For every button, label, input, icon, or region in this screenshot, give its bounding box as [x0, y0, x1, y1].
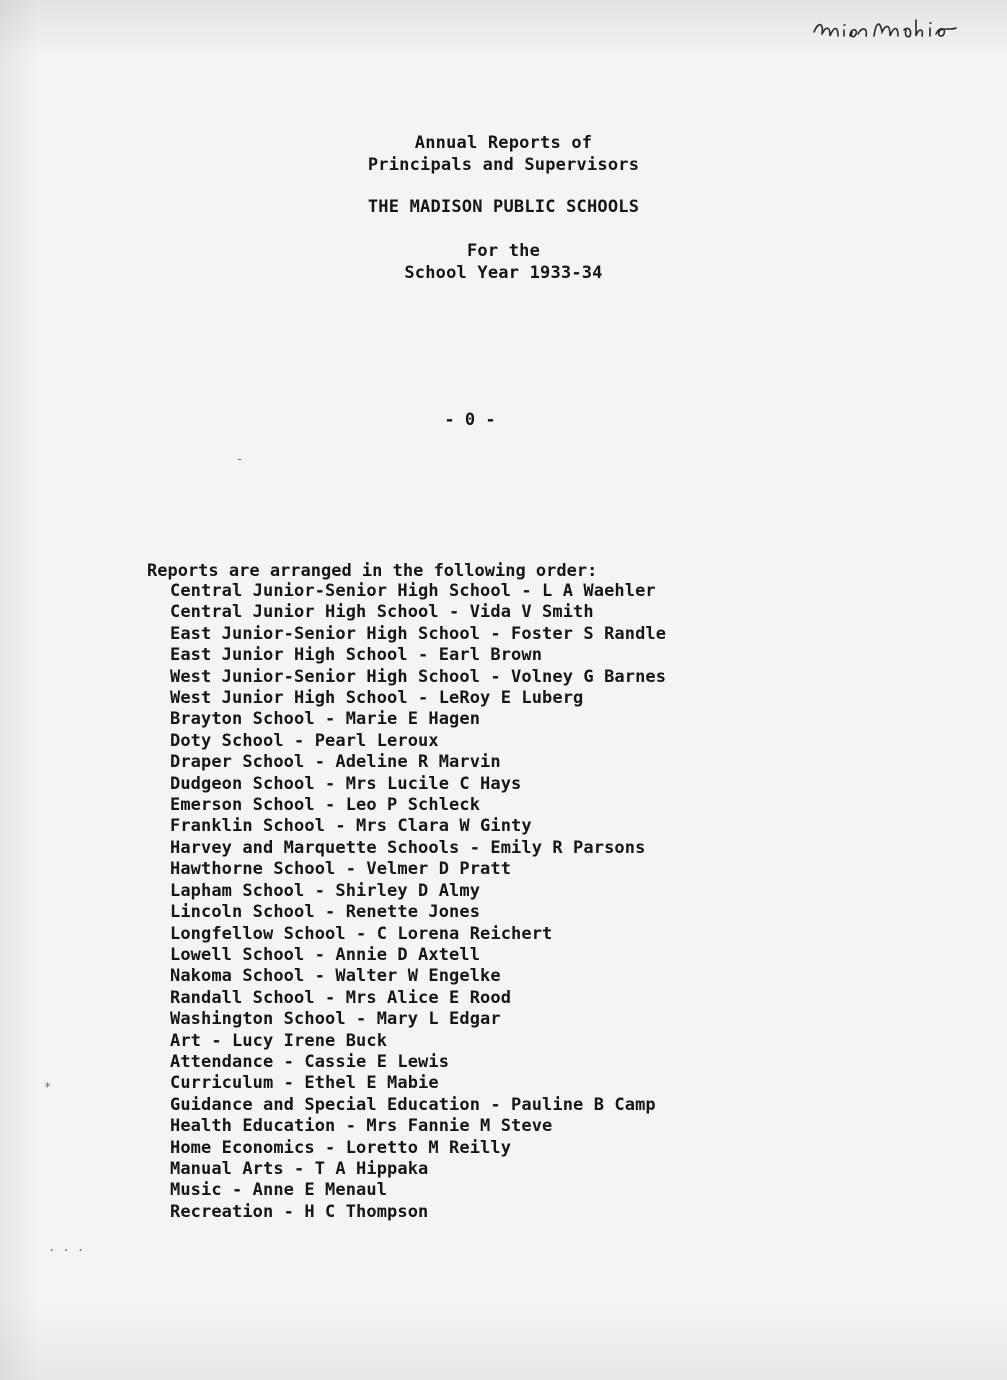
- report-list-item: Randall School - Mrs Alice E Rood: [170, 987, 512, 1008]
- report-list-item: Health Education - Mrs Fannie M Steve: [170, 1116, 553, 1137]
- report-list-item: Central Junior High School - Vida V Smith: [170, 602, 594, 623]
- report-list-item: Recreation - H C Thompson: [170, 1201, 429, 1222]
- paper-speck: -: [236, 452, 244, 466]
- report-list-item: Emerson School - Leo P Schleck: [170, 795, 481, 816]
- report-list-item: Draper School - Adeline R Marvin: [170, 752, 501, 773]
- report-list-item: Franklin School - Mrs Clara W Ginty: [170, 816, 532, 837]
- report-list-item: Washington School - Mary L Edgar: [170, 1009, 501, 1030]
- report-list-item: Harvey and Marquette Schools - Emily R Parsons: [170, 837, 646, 858]
- header-title: THE MADISON PUBLIC SCHOOLS: [367, 197, 640, 217]
- report-list: [170, 581, 666, 1223]
- report-list-item: Curriculum - Ethel E Mabie: [170, 1073, 439, 1094]
- report-list-item: Lincoln School - Renette Jones: [170, 902, 481, 923]
- report-list-item: Lapham School - Shirley D Almy: [170, 880, 481, 901]
- separator-mark: - 0 -: [444, 410, 496, 430]
- report-list-item: Lowell School - Annie D Axtell: [170, 944, 481, 965]
- report-list-item: Central Junior-Senior High School - L A Waehler: [170, 581, 656, 601]
- report-list-item: Home Economics - Loretto M Reilly: [170, 1137, 512, 1158]
- report-list-item: Art - Lucy Irene Buck: [170, 1030, 388, 1051]
- report-list-item: Guidance and Special Education - Pauline B Camp: [170, 1094, 656, 1115]
- report-list-item: Hawthorne School - Velmer D Pratt: [170, 859, 512, 880]
- header-line-4: For the: [466, 241, 541, 261]
- report-list-item: Nakoma School - Walter W Engelke: [170, 966, 501, 987]
- report-list-item: Longfellow School - C Lorena Reichert: [170, 923, 553, 944]
- report-list-item: East Junior High School - Earl Brown: [170, 645, 543, 666]
- report-list-item: Music - Anne E Menaul: [170, 1180, 388, 1201]
- header-line-2: Principals and Supervisors: [367, 155, 640, 175]
- report-list-item: Brayton School - Marie E Hagen: [170, 709, 481, 730]
- report-list-item: Attendance - Cassie E Lewis: [170, 1051, 450, 1072]
- header-line-1: Annual Reports of: [414, 133, 593, 153]
- paper-speck: . . .: [48, 1240, 85, 1254]
- handwritten-signature: [806, 12, 986, 52]
- report-list-item: West Junior-Senior High School - Volney G Barnes: [170, 666, 667, 687]
- report-list-item: Doty School - Pearl Leroux: [170, 730, 439, 751]
- paper-speck: *: [44, 1080, 52, 1094]
- report-list-item: Manual Arts - T A Hippaka: [170, 1158, 429, 1179]
- intro-text: Reports are arranged in the following order:: [147, 561, 598, 581]
- report-list-item: East Junior-Senior High School - Foster S Randle: [170, 623, 667, 644]
- report-list-item: Dudgeon School - Mrs Lucile C Hays: [170, 773, 522, 794]
- report-list-item: West Junior High School - LeRoy E Luberg: [170, 688, 584, 709]
- header-school-year: School Year 1933-34: [404, 263, 603, 283]
